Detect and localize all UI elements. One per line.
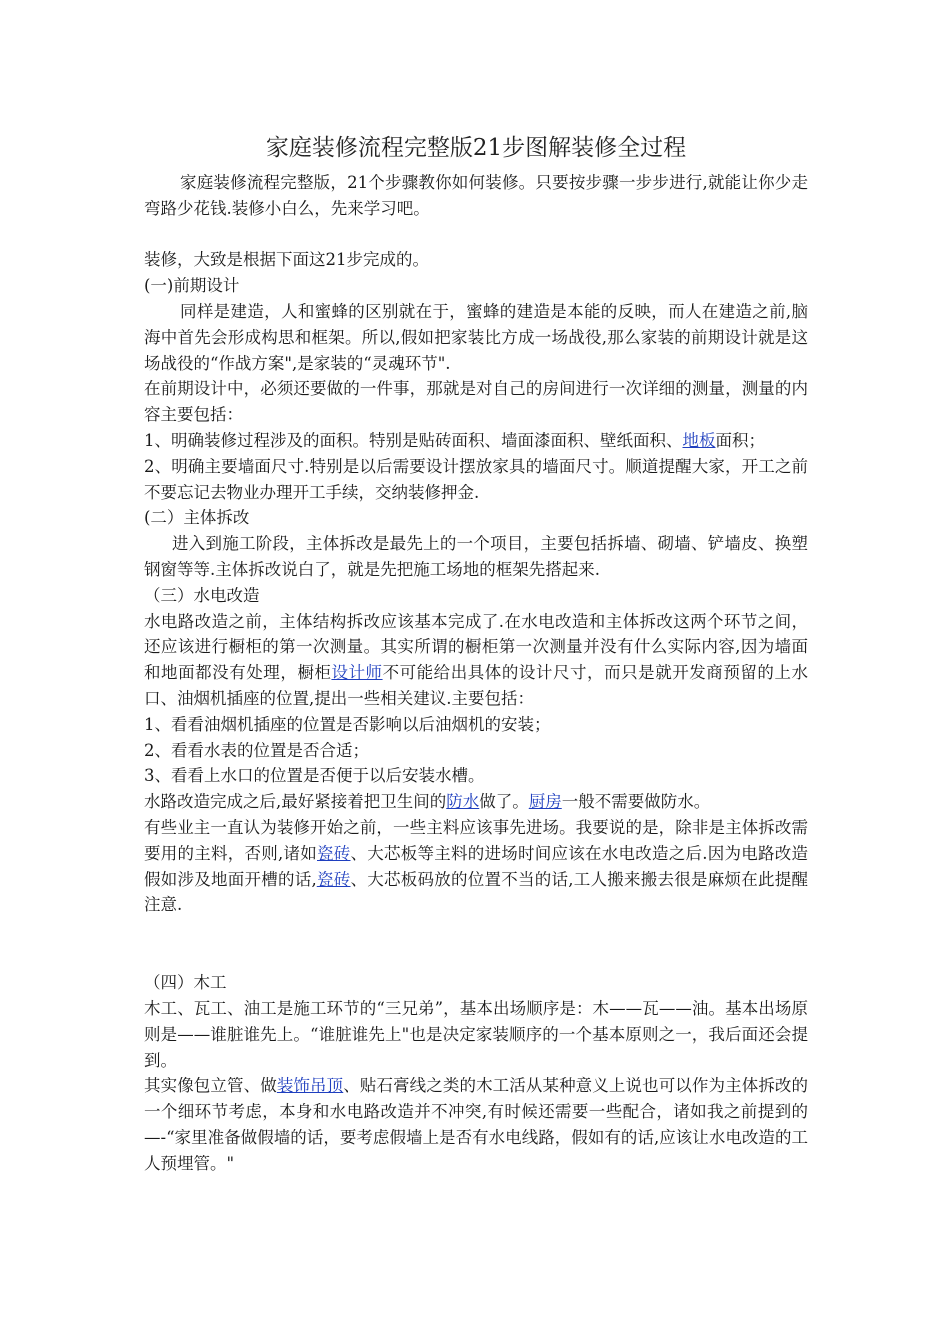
- plumbing-para3-text-a: 有些业主一直认为装修开始之前，一些主料应该事先进场。我要说的是，除非是主体拆改需要用的主料，否则,诸如: [144, 817, 808, 863]
- design-list-item-2: 2、明确主要墙面尺寸.特别是以后需要设计摆放家具的墙面尺寸。顺道提醒大家，开工之前不要忘记去物业办理开工手续，交纳装修押金.: [144, 456, 808, 502]
- designer-link[interactable]: 设计师: [331, 663, 383, 683]
- design-paragraph-1: 同样是建造，人和蜜蜂的区别就在于，蜜蜂的建造是本能的反映，而人在建造之前,脑海中首先会形成构思和框架。所以,假如把家装比方成一场战役,那么家装的前期设计就是这场战役的“作战方案",是家装的“灵魂环节".: [144, 301, 808, 373]
- blank-line: [144, 222, 808, 248]
- section-heading-design: (一)前期设计: [144, 276, 240, 296]
- plumbing-list-item-3: 3、看看上水口的位置是否便于以后安装水槽。: [144, 766, 485, 786]
- design-list-item-1: [144, 428, 808, 454]
- plumbing-paragraph-1: [144, 609, 808, 712]
- plumbing-para3-text-c: 、大芯板码放的位置不当的话,工人搬来搬去很是麻烦在此提醒注意.: [144, 869, 808, 915]
- section-heading-demolition: (二）主体拆改: [144, 508, 250, 528]
- design-item-1-text-a: 1、明确装修过程涉及的面积。特别是贴砖面积、墙面漆面积、壁纸面积、: [144, 430, 683, 450]
- plumbing-list-item-2: 2、看看水表的位置是否合适；: [144, 740, 369, 760]
- plumbing-para2-text-c: 一般不需要做防水。: [561, 792, 711, 812]
- carpentry-para2-text-b: 、贴石膏线之类的木工活从某种意义上说也可以作为主体拆改的一个细环节考虑，本身和水电路改造并不冲突,有时候还需要一些配合，诸如我之前提到的—-“家里准备做假墙的话，要考虑假墙上是否有水电线路，假如有的话,应该让水电改造的工人预埋管。": [144, 1076, 809, 1173]
- document-title: 家庭装修流程完整版21步图解装修全过程: [265, 135, 687, 161]
- plumbing-para2-text-b: 做了。: [479, 792, 529, 812]
- carpentry-paragraph-1: 木工、瓦工、油工是施工环节的“三兄弟”，基本出场顺序是：木——瓦——油。基本出场原则是——谁脏谁先上。“谁脏谁先上"也是决定家装顺序的一个基本原则之一，我后面还会提到。: [144, 998, 808, 1070]
- intro-paragraph: 家庭装修流程完整版，21个步骤教你如何装修。只要按步骤一步步进行,就能让你少走弯路少花钱.装修小白么，先来学习吧。: [144, 173, 808, 218]
- blank-gap: [144, 918, 808, 970]
- plumbing-paragraph-2: [144, 789, 808, 815]
- document-page: [144, 126, 808, 1176]
- plumbing-list-item-1: 1、看看油烟机插座的位置是否影响以后油烟机的安装；: [144, 714, 551, 734]
- kitchen-link[interactable]: 厨房: [528, 792, 562, 812]
- waterproof-link[interactable]: 防水: [446, 792, 480, 812]
- floor-link[interactable]: 地板: [682, 430, 716, 450]
- overview-paragraph: 装修，大致是根据下面这21步完成的。: [144, 250, 429, 270]
- tile-link-2[interactable]: 瓷砖: [316, 869, 351, 889]
- demolition-paragraph-1: 进入到施工阶段，主体拆改是最先上的一个项目，主要包括拆墙、砌墙、铲墙皮、换塑钢窗等等.主体拆改说白了，就是先把施工场地的框架先搭起来.: [144, 534, 808, 579]
- design-paragraph-2: 在前期设计中，必须还要做的一件事，那就是对自己的房间进行一次详细的测量，测量的内容主要包括：: [144, 379, 808, 425]
- plumbing-para1-text-a: 水电路改造之前，主体结构拆改应该基本完成了.在水电改造和主体拆改这两个环节之间，还应该进行橱柜的第一次测量。其实所谓的橱柜第一次测量并没有什么实际内容,因为墙面和地面都没有处理，橱柜: [144, 611, 808, 683]
- plumbing-para3-text-b: 、大芯板等主料的进场时间应该在水电改造之后.因为电路改造假如涉及地面开槽的话,: [144, 843, 808, 889]
- ceiling-link[interactable]: 装饰吊顶: [276, 1076, 344, 1096]
- plumbing-para1-text-b: 不可能给出具体的设计尺寸，而只是就开发商预留的上水口、油烟机插座的位置,提出一些相关建议.主要包括：: [144, 663, 809, 708]
- carpentry-para2-text-a: 其实像包立管、做: [144, 1076, 277, 1096]
- plumbing-paragraph-3: [144, 815, 808, 918]
- section-heading-plumbing-electrical: （三）水电改造: [144, 585, 260, 605]
- tile-link-1[interactable]: 瓷砖: [317, 843, 351, 863]
- plumbing-para2-text-a: 水路改造完成之后,最好紧接着把卫生间的: [144, 792, 447, 812]
- design-item-1-text-b: 面积；: [715, 430, 765, 450]
- section-heading-carpentry: （四）木工: [144, 973, 227, 993]
- carpentry-paragraph-2: [144, 1073, 808, 1176]
